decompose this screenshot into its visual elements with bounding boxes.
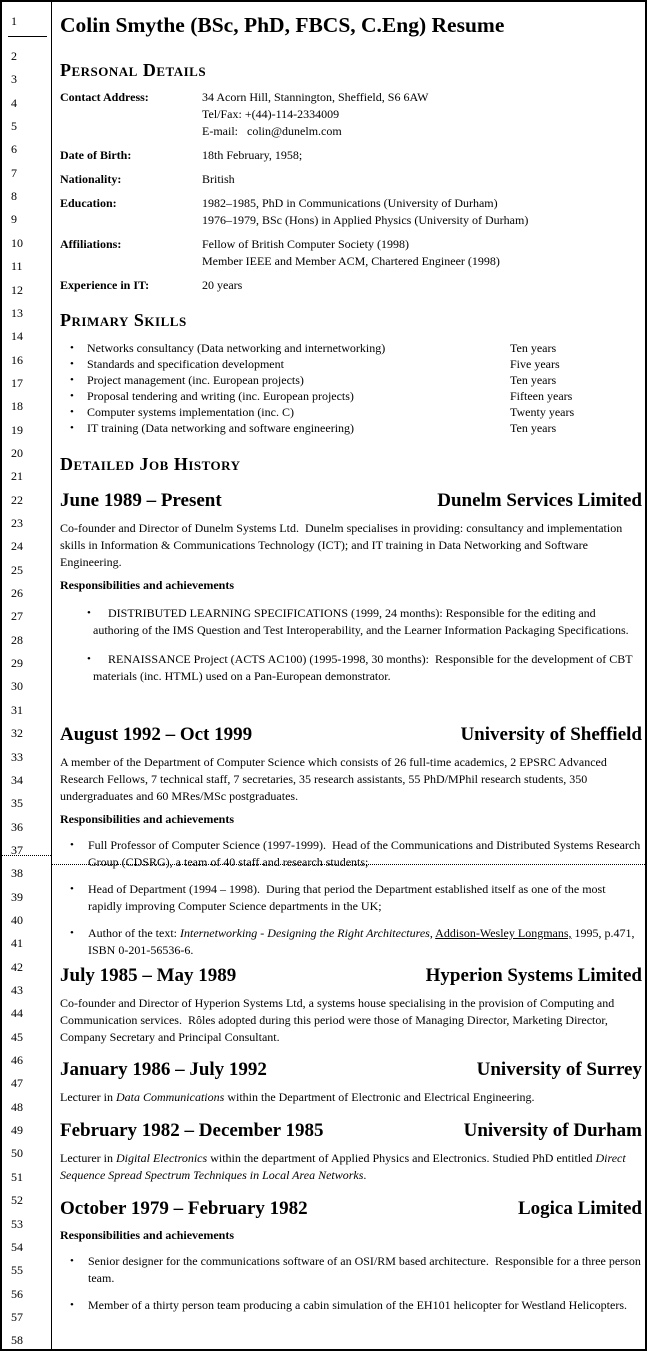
line-number: 42 (11, 959, 23, 974)
detail-value-line: 1976–1979, BSc (Hons) in Applied Physics (University of Durham) (202, 213, 529, 227)
skill-item (60, 372, 642, 388)
text-segment: Addison-Wesley Longmans, (435, 926, 572, 940)
detail-label: Date of Birth: (60, 148, 132, 162)
line-number: 7 (11, 165, 17, 180)
skill-text: IT training (Data networking and software engineering) (87, 421, 355, 435)
personal-details-table (60, 89, 642, 294)
text-segment: Data Communications (115, 1090, 225, 1104)
line-number: 36 (11, 819, 23, 834)
line-number: 34 (11, 772, 23, 787)
detail-label: Affiliations: (60, 237, 122, 251)
job-company: University of Surrey (476, 1059, 642, 1080)
detail-value (202, 195, 642, 229)
bullet-icon: • (70, 358, 74, 370)
detail-value-line: E-mail: colin@dunelm.com (202, 124, 342, 138)
skill-years: Twenty years (510, 405, 575, 419)
line-number: 30 (11, 679, 23, 694)
job-heading (60, 964, 642, 988)
detail-value-line: 1982–1985, PhD in Communications (University of Durham) (202, 196, 498, 210)
job-company: Hyperion Systems Limited (425, 965, 642, 986)
detail-value (202, 277, 642, 294)
detail-value-line: Member IEEE and Member ACM, Chartered Engineer (1998) (202, 254, 500, 268)
detail-row (60, 277, 642, 294)
bullet-item (60, 881, 642, 915)
bullet-icon: • (70, 342, 74, 354)
line-number: 52 (11, 1193, 23, 1208)
text-segment: . (363, 1168, 367, 1182)
job-period: February 1982 – December 1985 (60, 1120, 324, 1141)
detail-label: Contact Address: (60, 90, 149, 104)
job-history-sections (60, 489, 642, 1314)
job-section (60, 723, 642, 959)
job-heading (60, 1058, 642, 1082)
line-number: 21 (11, 469, 23, 484)
page-break-line (51, 864, 645, 865)
job-description (60, 754, 642, 805)
skill-item (60, 356, 642, 372)
line-number: 33 (11, 749, 23, 764)
detail-row (60, 236, 642, 270)
bullet-icon: • (70, 927, 74, 939)
line-number: 12 (11, 282, 23, 297)
section-heading-primary-skills: Primary Skills (60, 310, 187, 330)
detail-value-line: 18th February, 1958; (202, 148, 303, 162)
document-content (60, 2, 642, 1314)
job-description (60, 520, 642, 571)
line-number: 37 (11, 842, 23, 857)
line-number: 29 (11, 656, 23, 671)
line-number: 41 (11, 936, 23, 951)
line-number: 31 (11, 702, 23, 717)
line-number: 10 (11, 235, 23, 250)
line-number: 28 (11, 632, 23, 647)
line-number: 3 (11, 72, 17, 87)
skill-text: Proposal tendering and writing (inc. European projects) (87, 389, 354, 403)
text-segment: Senior designer for the communications software of an OSI/RM based architecture. Responsible for a three person team. (88, 1254, 644, 1285)
line-number: 38 (11, 866, 23, 881)
text-segment: Internetworking - Designing the Right Architectures (179, 926, 430, 940)
bullet-icon: • (70, 422, 74, 434)
detail-value (202, 236, 642, 270)
job-period: June 1989 – Present (60, 490, 222, 511)
line-number: 11 (11, 259, 23, 274)
bullet-item (60, 837, 642, 871)
job-description (60, 1089, 642, 1106)
text-segment: Lecturer in (60, 1090, 116, 1104)
skill-years: Ten years (510, 341, 557, 355)
line-number: 32 (11, 726, 23, 741)
job-company: Logica Limited (517, 1198, 642, 1219)
job-period: August 1992 – Oct 1999 (60, 724, 253, 745)
detail-label: Experience in IT: (60, 278, 150, 292)
line-number: 53 (11, 1216, 23, 1231)
bullet-icon: • (70, 883, 74, 895)
job-period: January 1986 – July 1992 (60, 1059, 267, 1080)
bullet-item (60, 1297, 642, 1314)
line-number: 40 (11, 912, 23, 927)
text-segment: Digital Electronics (115, 1151, 208, 1165)
text-segment: A member of the Department of Computer Science which consists of 26 full-time academics, 2 EPSRC Advanced Research Fellows, 7 technical staff, 7 secretaries, 35 research assistants, 55 PhD/MPhil research students, 350 undergraduates and 60 MRes/MSc postgraduates. (60, 755, 610, 803)
page-title: Colin Smythe (BSc, PhD, FBCS, C.Eng) Resume (60, 13, 505, 37)
detail-row (60, 147, 642, 164)
text-segment: Co-founder and Director of Dunelm Systems Ltd. Dunelm specialises in providing: consultancy and implementation skills in Information & Communications Technology (ICT); and IT training in Data Networking and Software Engineering. (60, 521, 626, 569)
detail-label: Education: (60, 196, 117, 210)
line-number: 9 (11, 212, 17, 227)
responsibilities-label: Responsibilities and achievements (60, 578, 235, 592)
detail-value-line: Fellow of British Computer Society (1998) (202, 237, 409, 251)
line-number: 57 (11, 1309, 23, 1324)
line-number: 8 (11, 189, 17, 204)
page-break-line-gutter (2, 855, 51, 856)
bullet-item (60, 925, 642, 959)
detail-row (60, 89, 642, 140)
job-company: Dunelm Services Limited (437, 490, 642, 511)
bullet-icon: • (70, 406, 74, 418)
detail-value-line: Tel/Fax: +(44)-114-2334009 (202, 107, 340, 121)
line-number: 44 (11, 1006, 23, 1021)
detail-value-line: 20 years (202, 278, 243, 292)
line-number: 56 (11, 1286, 23, 1301)
line-number: 2 (11, 49, 17, 63)
responsibilities-label: Responsibilities and achievements (60, 1228, 235, 1242)
line-number: 27 (11, 609, 23, 624)
line-number: 16 (11, 352, 23, 367)
line-number-gutter (2, 2, 52, 1349)
job-section (60, 489, 642, 685)
detail-value (202, 171, 642, 188)
line-number: 4 (11, 95, 17, 110)
bullet-icon: • (70, 839, 74, 851)
detail-row (60, 195, 642, 229)
line-number: 25 (11, 562, 23, 577)
job-heading (60, 1119, 642, 1143)
line-number: 51 (11, 1169, 23, 1184)
line-number: 24 (11, 539, 23, 554)
skills-list (60, 340, 642, 436)
line-number: 17 (11, 375, 23, 390)
job-bullet-list (60, 605, 642, 685)
bullet-icon: • (70, 374, 74, 386)
detail-value-line: British (202, 172, 235, 186)
line-number: 26 (11, 586, 23, 601)
text-segment: Full Professor of Computer Science (1997-1999). Head of the Communications and Distributed Systems Research Group (CDSRG), a team of 40 staff and research students; (88, 838, 644, 869)
detail-value-line: 34 Acorn Hill, Stannington, Sheffield, S6 6AW (202, 90, 429, 104)
line-number: 46 (11, 1053, 23, 1068)
job-heading (60, 723, 642, 747)
bullet-item (60, 605, 642, 639)
skill-text: Standards and specification development (87, 357, 284, 371)
line-number: 14 (11, 329, 23, 344)
job-section (60, 1058, 642, 1106)
job-description (60, 1150, 642, 1184)
text-segment: Member of a thirty person team producing a cabin simulation of the EH101 helicopter for Westland Helicopters. (88, 1298, 627, 1312)
job-section (60, 964, 642, 1046)
job-period: July 1985 – May 1989 (60, 965, 237, 986)
skill-item (60, 404, 642, 420)
line-number: 1 (11, 14, 17, 28)
skill-years: Five years (510, 357, 560, 371)
skill-years: Ten years (510, 421, 557, 435)
job-heading (60, 1197, 642, 1221)
job-bullet-list (60, 837, 642, 959)
line-number: 50 (11, 1146, 23, 1161)
job-section (60, 1197, 642, 1314)
line-number: 20 (11, 445, 23, 460)
bullet-icon: • (87, 653, 91, 665)
responsibilities-label: Responsibilities and achievements (60, 812, 235, 826)
bullet-icon: • (70, 390, 74, 402)
text-segment: , (429, 926, 436, 940)
line-number: 35 (11, 796, 23, 811)
text-segment: within the department of Applied Physics and Electronics. Studied PhD entitled (207, 1151, 596, 1165)
bullet-item (60, 651, 642, 685)
skill-years: Ten years (510, 373, 557, 387)
job-period: October 1979 – February 1982 (60, 1198, 308, 1219)
detail-value (202, 147, 642, 164)
text-segment: DISTRIBUTED LEARNING SPECIFICATIONS (1999, 24 months): Responsible for the editing and authoring of the IMS Question and Test Interoperability, and the Learner Information Packaging Specifications. (93, 606, 629, 637)
line-number: 19 (11, 422, 23, 437)
skill-text: Computer systems implementation (inc. C) (87, 405, 294, 419)
text-segment: Head of Department (1994 – 1998). During that period the Department established itself as one of the most rapidly improving Computer Science departments in the UK; (88, 882, 609, 913)
skill-years: Fifteen years (510, 389, 573, 403)
job-bullet-list (60, 1253, 642, 1314)
line-number: 6 (11, 142, 17, 157)
line-number: 49 (11, 1123, 23, 1138)
line-number: 55 (11, 1263, 23, 1278)
detail-label: Nationality: (60, 172, 122, 186)
skill-text: Networks consultancy (Data networking and internetworking) (87, 341, 386, 355)
line-1-underline (8, 36, 47, 37)
job-heading (60, 489, 642, 513)
line-number: 39 (11, 889, 23, 904)
job-company: University of Sheffield (460, 724, 642, 745)
text-segment: Lecturer in (60, 1151, 116, 1165)
text-segment: 1995, p.471, ISBN 0-201-56536-6. (88, 926, 638, 957)
text-segment: within the Department of Electronic and Electrical Engineering. (224, 1090, 535, 1104)
line-number: 58 (11, 1333, 23, 1348)
bullet-icon: • (70, 1255, 74, 1267)
detail-value (202, 89, 642, 140)
skill-item (60, 420, 642, 436)
section-heading-personal-details: Personal Details (60, 60, 207, 80)
job-section (60, 1119, 642, 1184)
line-number: 43 (11, 983, 23, 997)
line-number: 48 (11, 1099, 23, 1114)
text-segment: Author of the text: (88, 926, 180, 940)
bullet-icon: • (87, 607, 91, 619)
skill-item (60, 340, 642, 356)
line-number: 45 (11, 1029, 23, 1044)
line-number: 47 (11, 1076, 23, 1091)
job-description (60, 995, 642, 1046)
line-number: 13 (11, 305, 23, 320)
text-segment: RENAISSANCE Project (ACTS AC100) (1995-1998, 30 months): Responsible for the development of CBT materials (inc. HTML) used on a Pan-European demonstrator. (93, 652, 636, 683)
line-number: 23 (11, 516, 23, 530)
section-heading-job-history: Detailed Job History (60, 454, 241, 474)
line-number: 18 (11, 399, 23, 414)
line-number: 22 (11, 492, 23, 507)
text-segment: Direct Sequence Spread Spectrum Techniques in Local Area Networks (60, 1151, 629, 1182)
job-company: University of Durham (463, 1120, 642, 1141)
text-segment: Co-founder and Director of Hyperion Systems Ltd, a systems house specialising in the provision of Computing and Communication services. Rôles adopted during this period were those of Managing Director, Marketing Director, Company Secretary and Principal Consultant. (60, 996, 618, 1044)
detail-row (60, 171, 642, 188)
line-number: 5 (11, 119, 17, 134)
bullet-item (60, 1253, 642, 1287)
skill-item (60, 388, 642, 404)
line-number: 54 (11, 1239, 23, 1254)
bullet-icon: • (70, 1299, 74, 1311)
skill-text: Project management (inc. European projects) (87, 373, 304, 387)
